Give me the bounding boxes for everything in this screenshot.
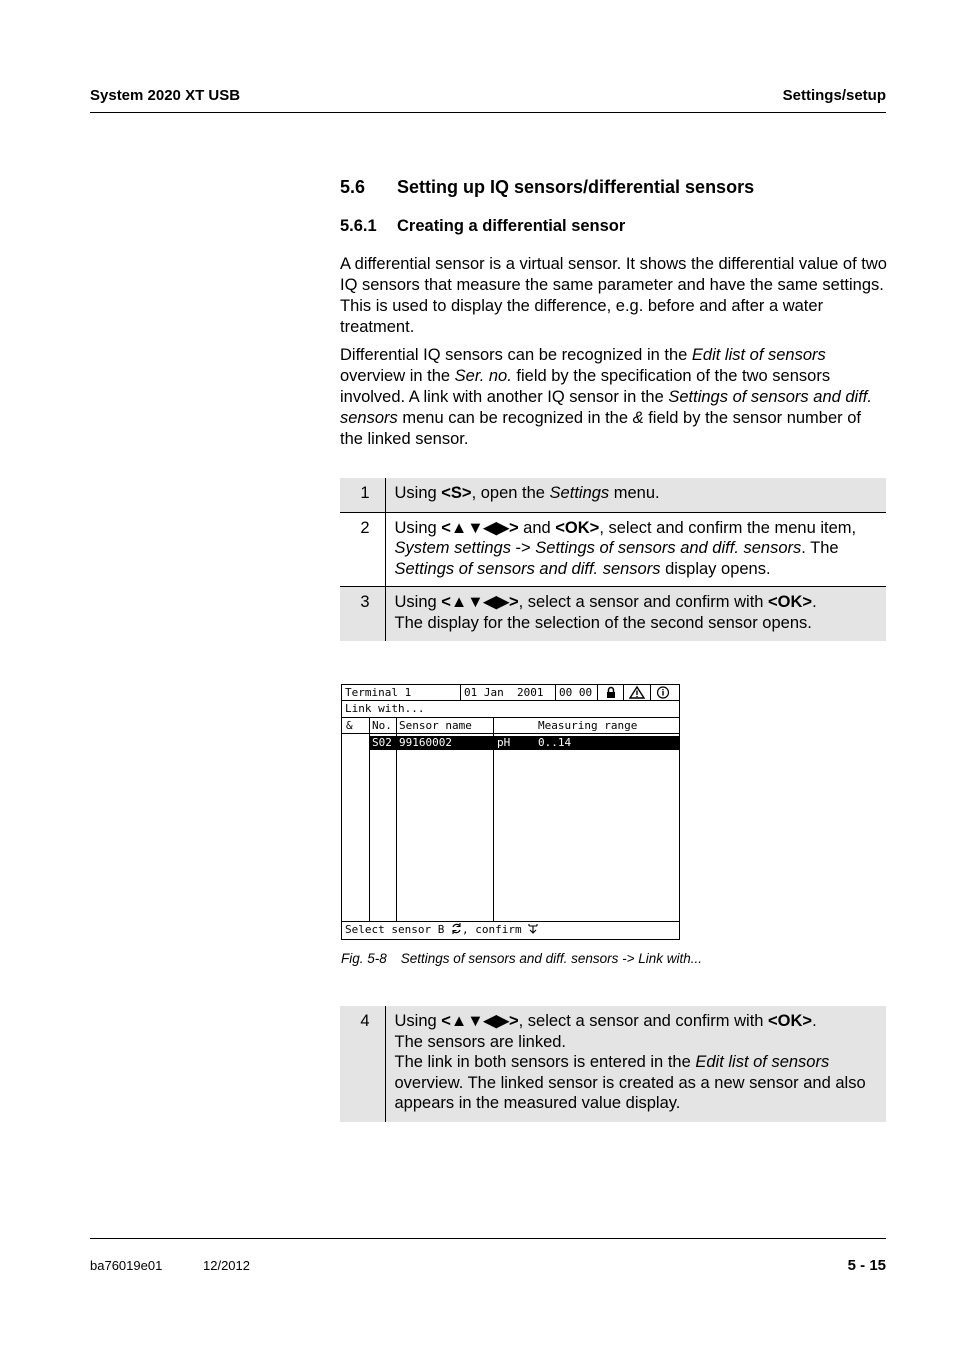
text-italic: System settings xyxy=(394,539,511,557)
subsection-number: 5.6.1 xyxy=(340,217,377,235)
divider xyxy=(342,733,679,734)
text: menu can be recognized in the xyxy=(397,409,633,427)
column-header-no: No. xyxy=(372,719,392,732)
divider xyxy=(342,700,679,701)
column-header-measuring-range: Measuring range xyxy=(538,719,638,732)
section-number: 5.6 xyxy=(340,177,366,197)
running-header-right: Settings/setup xyxy=(782,87,886,104)
info-icon xyxy=(656,686,670,699)
divider xyxy=(597,685,598,700)
figure-label: Fig. 5-8 xyxy=(341,951,387,966)
screen-title: Link with... xyxy=(345,702,425,715)
figure-caption xyxy=(341,951,702,966)
text: The link in both sensors is entered in the xyxy=(394,1053,696,1071)
step-row-3 xyxy=(340,587,886,641)
key-ok: <OK> xyxy=(555,518,600,537)
lock-icon xyxy=(604,686,618,699)
footer-rule xyxy=(90,1238,886,1239)
header-rule xyxy=(90,112,886,113)
press-knob-icon xyxy=(528,923,538,934)
section-title: Setting up IQ sensors/differential sensors xyxy=(397,177,755,197)
subsection-title: Creating a differential sensor xyxy=(397,217,626,235)
subsection-heading xyxy=(340,217,625,236)
text-italic: Edit list of sensors xyxy=(691,346,826,364)
text-italic: Settings of sensors and diff. sensors xyxy=(340,388,872,427)
steps-table xyxy=(340,478,886,641)
text: . xyxy=(812,593,817,611)
text: The sensors are linked. xyxy=(394,1032,567,1051)
selection-highlight xyxy=(494,736,679,750)
footer-doc-number: ba76019e01 xyxy=(90,1258,163,1273)
page-number: 5 - 15 xyxy=(847,1257,886,1274)
step-number: 4 xyxy=(340,1006,385,1122)
column-header-amp: & xyxy=(346,719,353,732)
divider xyxy=(650,685,651,700)
key-arrows: <▲▼◀▶> xyxy=(441,1012,519,1030)
text: Using xyxy=(394,484,442,502)
key-arrows: <▲▼◀▶> xyxy=(441,593,519,611)
row-sensor-number[interactable]: S02 xyxy=(372,736,392,749)
step-text xyxy=(385,1006,886,1122)
text-italic: Settings of sensors and diff. sensors xyxy=(535,539,802,557)
step-text xyxy=(385,512,886,587)
warning-icon xyxy=(629,686,645,699)
step-number: 2 xyxy=(340,512,385,587)
text: Using xyxy=(394,1012,442,1030)
text: -> xyxy=(510,539,536,557)
lcd-display xyxy=(341,684,680,940)
divider xyxy=(555,685,556,700)
key-ok: <OK> xyxy=(768,1012,813,1030)
key-arrows: <▲▼◀▶> xyxy=(441,518,519,537)
footer-date: 12/2012 xyxy=(203,1258,250,1273)
text-italic: & xyxy=(632,409,644,427)
key-s: <S> xyxy=(441,484,472,502)
step-text xyxy=(385,478,886,512)
step-number: 3 xyxy=(340,587,385,641)
text: , select a sensor and confirm with xyxy=(518,1012,769,1030)
text: field by the sensor number of the linked sensor. xyxy=(340,409,861,448)
intro-paragraph: A differential sensor is a virtual sensor. It shows the differential value of two IQ sensors that measure the same parameter and have the same settings. This is used to display the difference, e.g. before and after a water treatment. xyxy=(340,255,887,336)
text: , select and confirm the menu item, xyxy=(599,518,857,537)
divider xyxy=(623,685,624,700)
recognition-paragraph xyxy=(340,345,888,450)
divider xyxy=(342,921,679,922)
step-row-4 xyxy=(340,1006,886,1122)
rotate-knob-icon xyxy=(451,923,462,934)
row-sensor-name[interactable]: 99160002 xyxy=(399,736,452,749)
divider xyxy=(342,717,679,718)
time-label: 00 00 xyxy=(559,686,593,699)
section-heading xyxy=(340,177,754,198)
text: Differential IQ sensors can be recognized in the xyxy=(340,346,692,364)
column-header-sensor-name: Sensor name xyxy=(399,719,472,732)
step-text xyxy=(385,587,886,641)
running-header-left: System 2020 XT USB xyxy=(90,87,241,104)
step-row-2 xyxy=(340,512,886,587)
row-measuring-range[interactable]: 0..14 xyxy=(538,736,572,749)
status-text: Select sensor B xyxy=(345,923,445,936)
text-italic: Settings of sensors and diff. sensors xyxy=(394,559,661,578)
steps-table-2 xyxy=(340,1006,886,1122)
divider xyxy=(460,685,461,700)
text: menu. xyxy=(609,484,660,502)
text: overview. The linked sensor is created as a new sensor and also appears in the measured value display. xyxy=(394,1073,866,1112)
step-number: 1 xyxy=(340,478,385,512)
figure-caption-text: Settings of sensors and diff. sensors -> Link with... xyxy=(400,951,703,966)
status-line xyxy=(345,923,538,937)
text: Using xyxy=(394,518,442,537)
date-label: 01 Jan 2001 xyxy=(464,686,544,699)
text: Using xyxy=(394,593,442,611)
text-italic: Ser. no. xyxy=(454,367,512,385)
row-parameter[interactable]: pH xyxy=(497,736,511,749)
step-row-1 xyxy=(340,478,886,512)
text-italic: Settings xyxy=(549,484,610,502)
terminal-label: Terminal 1 xyxy=(345,686,412,699)
text: , open the xyxy=(471,484,550,502)
text: The display for the selection of the second sensor opens. xyxy=(394,613,812,632)
text: field by the specification of the two sensors involved. A link with another IQ sensor in the xyxy=(340,367,831,406)
text: , select a sensor and confirm with xyxy=(518,593,769,611)
text: . xyxy=(812,1012,817,1030)
text: . The xyxy=(801,539,839,557)
key-ok: <OK> xyxy=(768,593,813,611)
text: overview in the xyxy=(340,367,455,385)
status-text: , confirm xyxy=(461,923,522,936)
text-italic: Edit list of sensors xyxy=(695,1053,830,1071)
text: and xyxy=(518,518,556,537)
text: display opens. xyxy=(660,559,771,578)
